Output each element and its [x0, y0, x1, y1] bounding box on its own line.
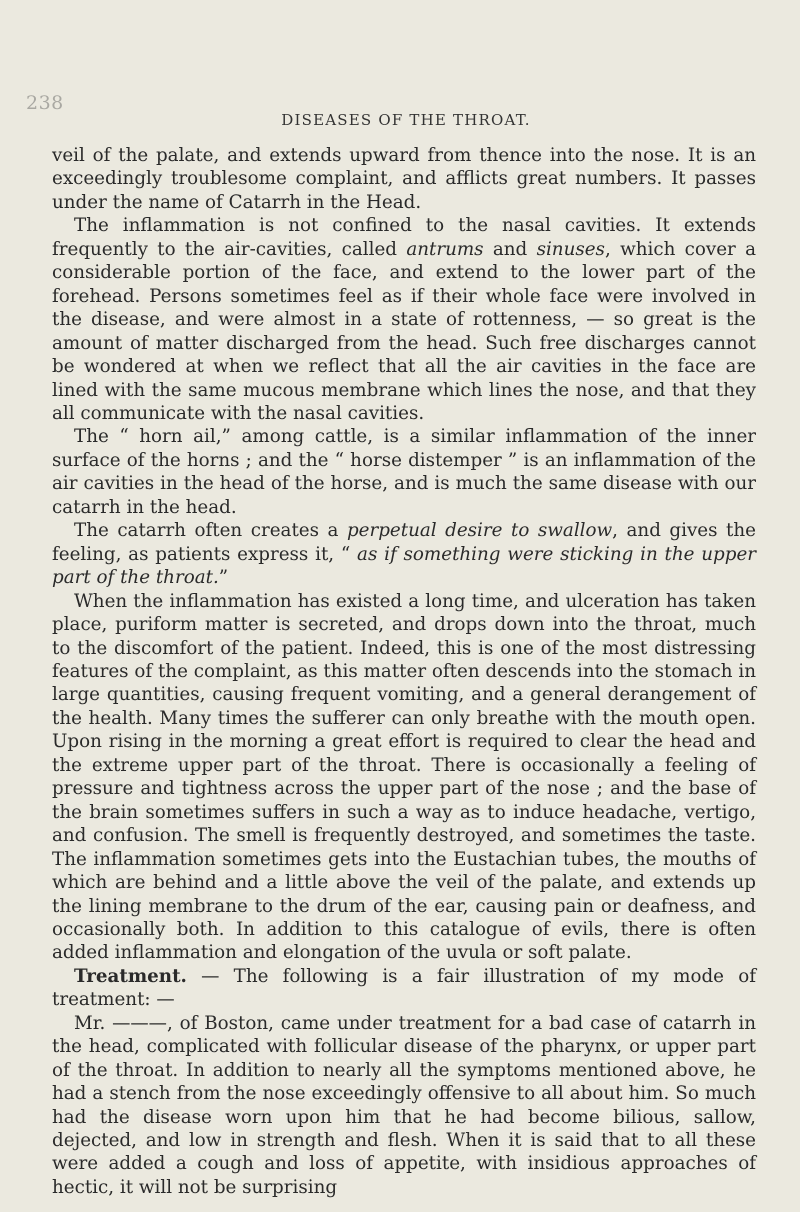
paragraph-6: Treatment. — The following is a fair illustration of my mode of treatment: — — [52, 965, 756, 1011]
body-text — [52, 144, 756, 1199]
running-head: DISEASES OF THE THROAT. — [281, 111, 531, 129]
emphasis-quote: as if something were sticking in the upper part of the throat. — [52, 543, 757, 589]
paragraph-3: The “ horn ail,” among cattle, is a similar inflammation of the inner surface of the horns ; and the “ horse distemper ” is an inflammation of the air cavities in the head of the horse, and is much the same disease with our catarrh in the head. — [52, 426, 756, 518]
term-antrums: antrums — [406, 238, 484, 260]
treatment-heading: Treatment. — [74, 965, 187, 987]
emphasis-swallow: perpetual desire to swallow — [346, 520, 613, 542]
page-number: 238 — [26, 92, 64, 114]
paragraph-2: The inflammation is not confined to the nasal cavities. It extends frequently to the air-cavities, called antrums and sinuses, which cover a considerable portion of the face, and extend to the lower part of the forehead. Persons sometimes feel as if their whole face were involved in the disease, and were almost in a state of rottenness, — so great is the amount of matter discharged from the head. Such free discharges cannot be wondered at when we reflect that all the air cavities in the face are lined with the same mucous membrane which lines the nose, and that they all communicate with the nasal cavities. — [52, 215, 757, 424]
paragraph-5: When the inflammation has existed a long time, and ulceration has taken place, puriform matter is secreted, and drops down into the throat, much to the discomfort of the patient. Indeed, this is one of the most distressing features of the complaint, as this matter often descends into the stomach in large quantities, causing frequent vomiting, and a general derangement of the health. Many times the sufferer can only breathe with the mouth open. Upon rising in the morning a great effort is required to clear the head and the extreme upper part of the throat. There is occasionally a feeling of pressure and tightness across the upper part of the nose ; and the base of the brain sometimes suffers in such a way as to induce headache, vertigo, and confusion. The smell is frequently destroyed, and sometimes the taste. The inflammation sometimes gets into the Eustachian tubes, the mouths of which are behind and a little above the veil of the palate, and extends up the lining membrane to the drum of the ear, causing pain or deafness, and occasionally both. In addition to this catalogue of evils, there is often added inflammation and elongation of the uvula or soft palate. — [52, 590, 756, 964]
paragraph-1: veil of the palate, and extends upward from thence into the nose. It is an exceedingly troublesome complaint, and afflicts great numbers. It passes under the name of Catarrh in the Head. — [52, 145, 756, 213]
paragraph-4: The catarrh often creates a perpetual desire to swallow, and gives the feeling, as patients express it, “ as if something were sticking in the upper part of the throat.” — [52, 520, 757, 589]
paragraph-7: Mr. ———, of Boston, came under treatment for a bad case of catarrh in the head, complicated with follicular disease of the pharynx, or upper part of the throat. In addition to nearly all the symptoms mentioned above, he had a stench from the nose exceedingly offensive to all about him. So much had the disease worn upon him that he had become bilious, sallow, dejected, and low in strength and flesh. When it is said that to all these were added a cough and loss of appetite, with insidious approaches of hectic, it will not be surprising — [52, 1012, 756, 1198]
term-sinuses: sinuses — [536, 238, 605, 260]
